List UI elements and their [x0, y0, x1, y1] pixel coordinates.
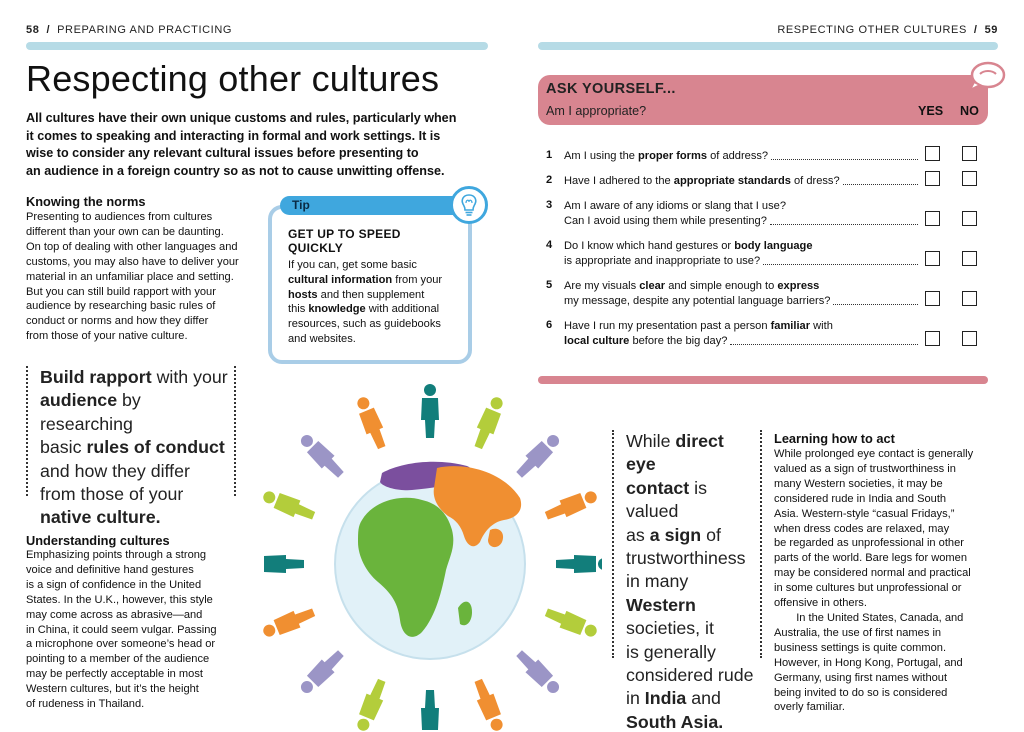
person-icon [353, 394, 390, 451]
knowing-line: material in an unfamiliar place and setting. [26, 270, 234, 283]
question-text [564, 199, 786, 228]
tip-heading: GET UP TO SPEED QUICKLY [288, 227, 401, 255]
knowing-line: Presenting to audiences from cultures [26, 211, 213, 223]
intro-line: All cultures have their own unique customs and rules, particularly when [26, 111, 457, 125]
question-line: Have I adhered to the appropriate standards of dress? [564, 175, 840, 187]
intro-line: it comes to speaking and interacting in formal and work settings. It is [26, 128, 441, 143]
understanding-line: States. In the U.K., however, this style [26, 593, 213, 606]
header-left: 58 / PREPARING AND PRACTICING [26, 24, 233, 36]
learning-line: be regarded as unprofessional in other [774, 537, 964, 550]
yes-checkbox[interactable] [925, 291, 940, 306]
question-line: local culture before the big day? [564, 334, 728, 347]
no-checkbox[interactable] [962, 251, 977, 266]
yes-checkbox[interactable] [925, 146, 940, 161]
tip-line: If you can, get some basic [288, 259, 417, 271]
knowing-line: customs, you may also have to deliver your [26, 255, 239, 268]
tip-line: resources, such as guidebooks [288, 318, 441, 331]
quote-line: Build rapport with your [40, 367, 228, 387]
quote-line: is generally [626, 641, 716, 662]
knowing-line: But you can still build rapport with your [26, 285, 216, 298]
person-icon [421, 384, 439, 438]
quote-line: basic rules of conduct [40, 437, 225, 458]
globe-illustration [262, 370, 602, 732]
dotted-leader [843, 184, 918, 185]
question-line: Have I run my presentation past a person familiar with [564, 320, 833, 332]
pull-quote-left [40, 366, 232, 530]
learning-line: However, in Hong Kong, Portugal, and [774, 656, 963, 669]
question-text [564, 174, 840, 189]
speech-bubble-icon [968, 60, 1006, 92]
dotted-leader [771, 159, 918, 160]
quote-line: While direct eye [626, 431, 724, 475]
yes-checkbox[interactable] [925, 211, 940, 226]
question-line: Am I aware of any idioms or slang that I use? [564, 200, 786, 212]
question-number: 4 [546, 239, 553, 251]
knowing-body [26, 210, 256, 344]
person-icon [470, 677, 507, 732]
person-icon [262, 487, 317, 524]
no-checkbox[interactable] [962, 331, 977, 346]
tip-line: cultural information from your [288, 273, 443, 286]
understanding-line: may come across as abrasive—and [26, 608, 203, 621]
quote-line: in India and [626, 688, 721, 709]
learning-line: considered rude in India and South [774, 492, 947, 505]
no-checkbox[interactable] [962, 211, 977, 226]
understanding-heading: Understanding cultures [26, 533, 170, 548]
quote-line: trustworthiness [626, 548, 746, 569]
no-checkbox[interactable] [962, 146, 977, 161]
knowing-line: from those of your native culture. [26, 330, 188, 343]
globe-icon [335, 462, 525, 659]
quote-line: South Asia. [626, 711, 724, 732]
knowing-line: different than your own can be daunting. [26, 225, 224, 238]
person-icon [262, 604, 317, 641]
question-text [564, 149, 768, 164]
yes-column-label: YES [918, 104, 944, 118]
learning-line: Germany, using first names without [774, 671, 948, 684]
quote-line: audience by researching [40, 390, 141, 434]
dotted-leader [763, 264, 918, 265]
learning-line: offensive in others. [774, 597, 867, 610]
question-number: 3 [546, 199, 553, 211]
understanding-line: of rudeness in Thailand. [26, 698, 145, 711]
learning-line: business settings is quite common. [774, 641, 947, 654]
learning-heading: Learning how to act [774, 431, 895, 446]
learning-line: many Western societies, it may be [774, 477, 943, 490]
question-line: is appropriate and inappropriate to use? [564, 254, 761, 267]
learning-body [774, 447, 1004, 715]
intro-paragraph [26, 110, 481, 180]
quote-left-rule-right [234, 366, 236, 496]
question-line: Do I know which hand gestures or body language [564, 240, 813, 252]
person-icon [543, 604, 600, 641]
right-section-title: RESPECTING OTHER CULTURES [777, 24, 967, 36]
yes-checkbox[interactable] [925, 251, 940, 266]
understanding-line: in China, it could seem vulgar. Passing [26, 623, 217, 636]
question-text [564, 279, 830, 308]
yes-checkbox[interactable] [925, 171, 940, 186]
intro-line: an audience in a foreign country so as not to cause unwitting offense. [26, 163, 445, 178]
left-page-number: 58 [26, 24, 40, 36]
person-icon [353, 677, 390, 732]
question-line: Am I using the proper forms of address? [564, 150, 769, 162]
tip-line: and websites. [288, 332, 356, 345]
ask-title: ASK YOURSELF... [546, 81, 676, 97]
quote-line: from those of your [40, 484, 184, 505]
tip-label: Tip [292, 198, 310, 212]
knowing-line: audience by researching basic rules of [26, 300, 216, 313]
no-checkbox[interactable] [962, 291, 977, 306]
learning-line: Australia, the use of first names in [774, 626, 942, 639]
person-icon [421, 690, 439, 732]
quote-right-rule-right [760, 430, 762, 658]
question-line: my message, despite any potential language barriers? [564, 294, 831, 307]
learning-line: While prolonged eye contact is generally [774, 448, 974, 460]
yes-checkbox[interactable] [925, 331, 940, 346]
pull-quote-right [626, 430, 758, 732]
question-number: 1 [546, 149, 553, 161]
person-icon [556, 555, 602, 573]
quote-right-rule-left [612, 430, 614, 658]
quote-line: considered rude [626, 665, 754, 686]
dotted-leader [770, 224, 918, 225]
understanding-line: voice and definitive hand gestures [26, 563, 194, 576]
understanding-body [26, 548, 261, 712]
quote-line: native culture. [40, 507, 161, 528]
question-number: 5 [546, 279, 553, 291]
learning-line: may be considered normal and practical [774, 567, 971, 580]
understanding-line: pointing to a member of the audience [26, 653, 210, 666]
understanding-line: is a sign of confidence in the United [26, 578, 202, 591]
dotted-leader [833, 304, 918, 305]
page-title: Respecting other cultures [26, 58, 440, 99]
question-line: Are my visuals clear and simple enough to express [564, 280, 820, 292]
understanding-line: may be perfectly acceptable in most [26, 668, 203, 681]
dotted-leader [730, 344, 918, 345]
learning-line: being invited to do so is considered [774, 686, 948, 699]
tip-line: hosts and then supplement [288, 288, 425, 301]
learning-line: valued as a sign of trustworthiness in [774, 462, 956, 475]
learning-line: Asia. Western-style “casual Fridays,” [774, 507, 955, 520]
ask-subtitle: Am I appropriate? [546, 104, 647, 118]
tip-line: this knowledge with additional [288, 303, 440, 316]
quote-line: in many Western [626, 571, 696, 615]
person-icon [470, 394, 507, 451]
question-number: 6 [546, 319, 553, 331]
header-rule-left [26, 42, 488, 50]
knowing-line: On top of dealing with other languages and [26, 240, 238, 253]
understanding-line: Emphasizing points through a strong [26, 549, 207, 561]
person-icon [262, 555, 304, 573]
no-column-label: NO [960, 104, 979, 118]
quote-line: contact is valued [626, 477, 708, 522]
left-section-title: PREPARING AND PRACTICING [57, 24, 233, 36]
intro-line: wise to consider any relevant cultural issues before presenting to [26, 146, 419, 160]
question-number: 2 [546, 174, 553, 186]
learning-line: In the United States, Canada, and [774, 611, 964, 624]
quote-line: as a sign of [626, 524, 721, 545]
ask-bottom-rule [538, 376, 988, 384]
quote-left-rule-left [26, 366, 28, 496]
tip-body [288, 258, 462, 347]
understanding-line: a microphone over someone’s head or [26, 638, 216, 651]
learning-line: parts of the world. Bare legs for women [774, 552, 967, 565]
no-checkbox[interactable] [962, 171, 977, 186]
learning-line: in some cultures but unprofessional or [774, 582, 962, 595]
learning-line: overly familiar. [774, 701, 845, 714]
header-rule-right [538, 42, 998, 50]
person-icon [513, 647, 564, 698]
learning-line: when dress codes are relaxed, may [774, 522, 950, 535]
understanding-line: Western cultures, but it’s the height [26, 683, 199, 696]
knowing-heading: Knowing the norms [26, 194, 146, 209]
person-icon [296, 647, 347, 698]
quote-line: and how they differ [40, 460, 190, 481]
knowing-line: conduct or norms and how they differ [26, 315, 209, 328]
person-icon [296, 430, 347, 481]
lightbulb-icon [450, 186, 488, 224]
right-page-number: 59 [984, 24, 998, 36]
person-icon [543, 487, 600, 524]
person-icon [513, 430, 564, 481]
question-line: Can I avoid using them while presenting? [564, 214, 767, 227]
quote-line: societies, it [626, 618, 714, 639]
header-right: RESPECTING OTHER CULTURES / 59 [777, 24, 998, 36]
